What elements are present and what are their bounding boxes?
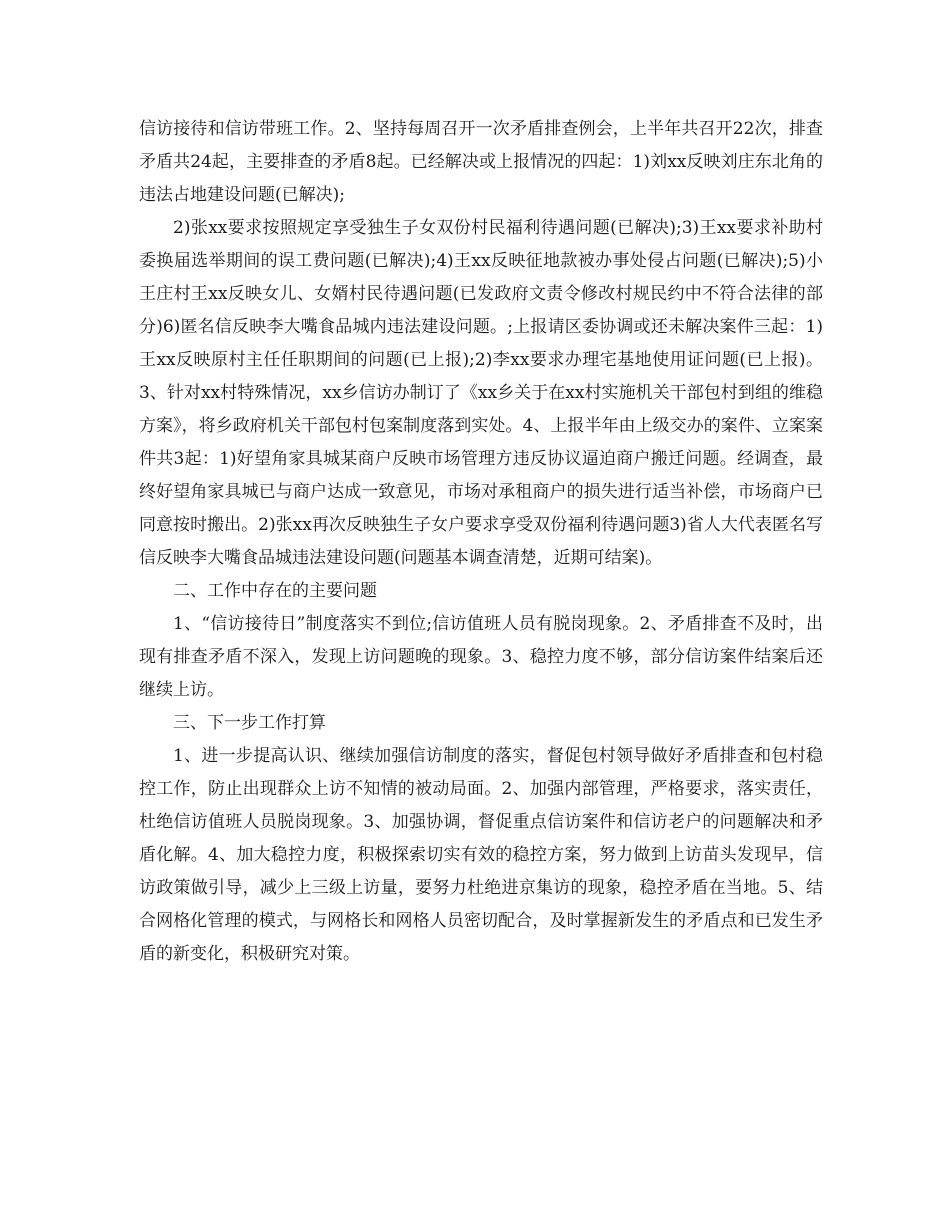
paragraph-next-steps: 1、进一步提高认识、继续加强信访制度的落实，督促包村领导做好矛盾排查和包村稳控工作，防止出现群众上访不知情的被动局面。2、加强内部管理，严格要求，落实责任，杜绝信访值班人员脱岗现象。3、加强协调，督促重点信访案件和信访老户的问题解决和矛盾化解。4、加大稳控力度，积极探索切实有效的稳控方案，努力做到上访苗头发现早，信访政策做引导，减少上三级上访量，要努力杜绝进京集访的现象，稳控矛盾在当地。5、结合网格化管理的模式，与网格长和网格人员密切配合，及时掌握新发生的矛盾点和已发生矛盾的新变化，积极研究对策。 bbox=[139, 746, 823, 964]
paragraph-intro-continued: 信访接待和信访带班工作。2、坚持每周召开一次矛盾排查例会，上半年共召开22次，排查矛盾共24起，主要排查的矛盾8起。已经解决或上报情况的四起：1)刘xx反映刘庄东北角的违法占地建设问题(已解决); bbox=[139, 119, 823, 205]
section-heading-next-steps: 三、下一步工作打算 bbox=[173, 713, 326, 733]
paragraph-main-problems: 1、“信访接待日”制度落实不到位;信访值班人员有脱岗现象。2、矛盾排查不及时，出现有排查矛盾不深入，发现上访问题晚的现象。3、稳控力度不够，部分信访案件结案后还继续上访。 bbox=[139, 614, 823, 700]
document-body bbox=[139, 113, 823, 971]
section-heading-main-problems: 二、工作中存在的主要问题 bbox=[173, 581, 377, 601]
paragraph-case-list: 2)张xx要求按照规定享受独生子女双份村民福利待遇问题(已解决);3)王xx要求补助村委换届选举期间的误工费问题(已解决);4)王xx反映征地款被办事处侵占问题(已解决);5)小王庄村王xx反映女儿、女婿村民待遇问题(已发政府文责令修改村规民约中不符合法律的部分)6)匿名信反映李大嘴食品城内违法建设问题。;上报请区委协调或还未解决案件三起：1)王xx反映原村主任任职期间的问题(已上报);2)李xx要求办理宅基地使用证问题(已上报)。3、针对xx村特殊情况，xx乡信访办制订了《xx乡关于在xx村实施机关干部包村到组的维稳方案》，将乡政府机关干部包村包案制度落到实处。4、上报半年由上级交办的案件、立案案件共3起：1)好望角家具城某商户反映市场管理方违反协议逼迫商户搬迁问题。经调查，最终好望角家具城已与商户达成一致意见，市场对承租商户的损失进行适当补偿，市场商户已同意按时搬出。2)张xx再次反映独生子女户要求享受双份福利待遇问题3)省人大代表匿名写信反映李大嘴食品城违法建设问题(问题基本调查清楚，近期可结案)。 bbox=[139, 218, 823, 568]
